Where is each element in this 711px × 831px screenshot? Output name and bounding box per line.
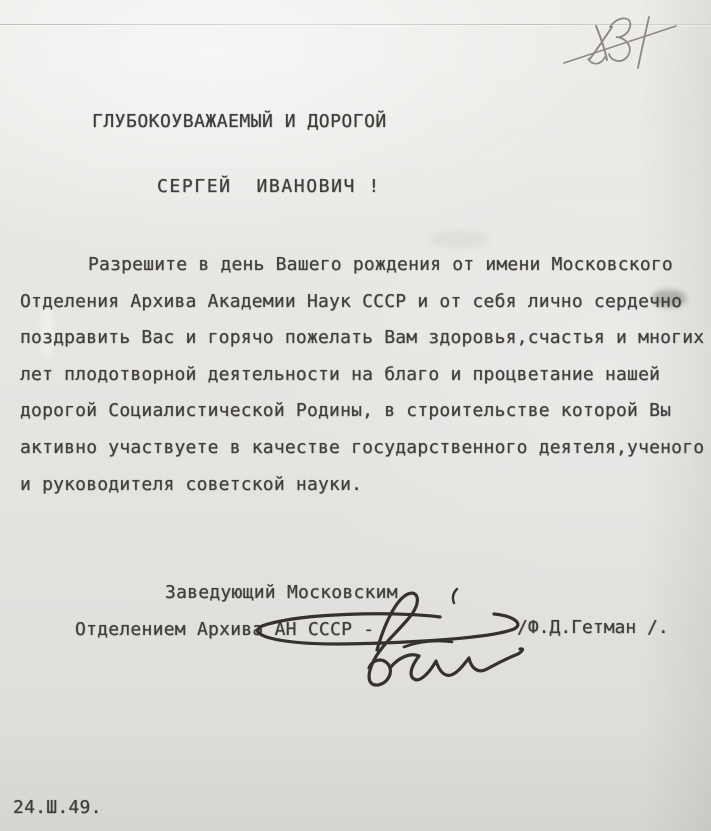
letter-body [20,250,710,506]
signoff-title-line1: Заведующий Московским [165,582,398,603]
body-line: Разрешите в день Вашего рождения от имени Московского [88,254,673,275]
signoff-name: /Ф.Д.Гетман /. [517,617,669,638]
letter-date: 24.Ш.49. [13,797,102,818]
body-line: активно участвуете в качестве государственного деятеля,ученого [20,436,705,458]
body-line: лет плодотворной деятельности на благо и процветание нашей [20,363,661,385]
body-line: и руководителя советской науки. [20,473,363,495]
body-line: Отделения Архива Академии Наук СССР и от себя лично сердечно [20,290,683,312]
ink-smudge [652,290,686,307]
signoff-title-line2: Отделением Архива АН СССР - [75,619,375,640]
paper-crease [0,24,711,25]
letter-salutation: СЕРГЕЙ ИВАНОВИЧ ! [157,176,381,197]
body-line: дорогой Социалистической Родины, в строительстве которой Вы [20,400,672,422]
paper-stain [430,230,490,248]
body-line: поздравить Вас и горячо пожелать Вам здоровья,счастья и многих [20,327,705,349]
letter-heading: ГЛУБОКОУВАЖАЕМЫЙ И ДОРОГОЙ [92,111,387,132]
